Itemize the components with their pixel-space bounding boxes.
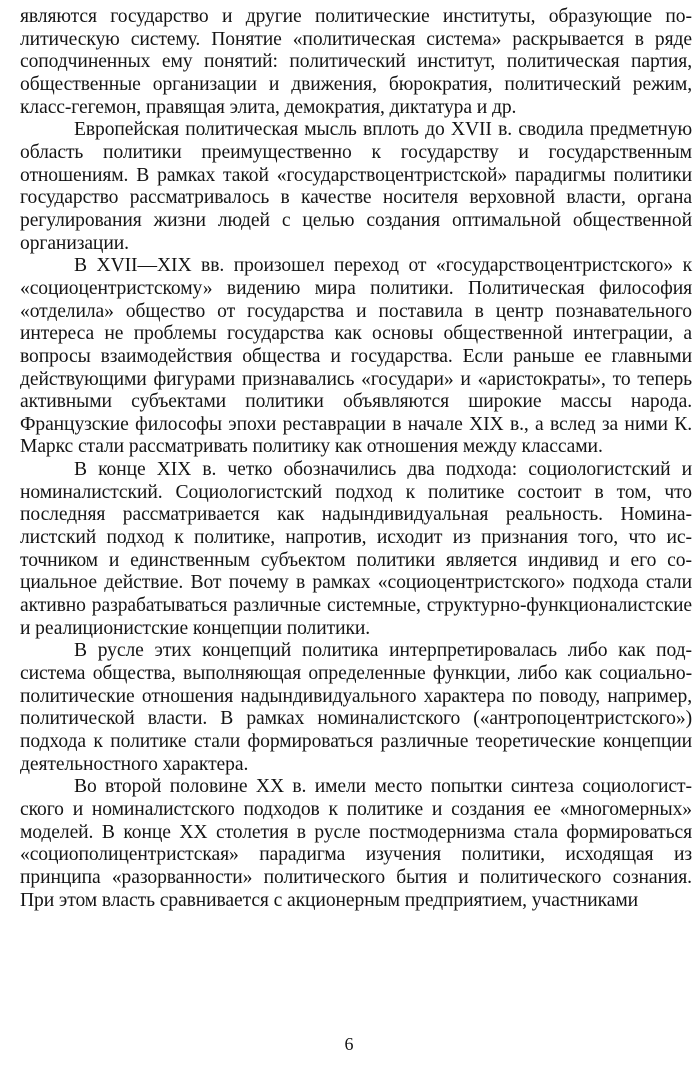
- paragraph-3: В XVII—XIX вв. произошел переход от «государствоцентристского» к «социоцентристскому» видению мира политики. Политическая философия «отделила» общество от государства и поставила в центр познавательного интереса не проблемы государства как основы общественной интеграции, а вопросы взаимодействия общества и государства. Если раньше ее главными действующими фигурами признавались «государи» и «аристократы», то теперь активными субъектами политики объявляются широкие массы народа. Французские философы эпохи реставрации в начале XIX в., а вслед за ними К. Маркс стали рассматривать политику как отношения между классами.: [20, 255, 692, 458]
- paragraph-6: Во второй половине XX в. имели место попытки синтеза социологистского и номиналистского подходов к политике и создания ее «многомерных» моделей. В конце XX столетия в русле постмодернизма стала формироваться «социополицентристская» парадигма изучения политики, исходящая из принципа «разорванности» политического бытия и политического сознания. При этом власть сравнивается с акционерным предприятием, участниками: [20, 776, 692, 911]
- page-number: 6: [344, 1034, 354, 1054]
- paragraph-4: В конце XIX в. четко обозначились два подхода: социологистский и номиналистский. Социологистский подход к политике состоит в том, что последняя рассматривается как надындивидуальная реальность. Номиналистский подход к политике, напротив, исходит из признания того, что источником и единственным субъектом политики является индивид и его социальное действие. Вот почему в рамках «социоцентристского» подхода стали активно разрабатываться различные системные, структурно-функционалистские и реалиционистские концепции политики.: [20, 459, 692, 639]
- page-body: [20, 6, 692, 912]
- paragraph-2: Европейская политическая мысль вплоть до XVII в. сводила предметную область политики преимущественно к государству и государственным отношениям. В рамках такой «государствоцентристской» парадигмы политики государство рассматривалось в качестве носителя верховной власти, органа регулирования жизни людей с целью создания оптимальной общественной организации.: [20, 119, 692, 254]
- paragraph-1: являются государство и другие политические институты, образующие политическую систему. Понятие «политическая система» раскрывается в ряде соподчиненных ему понятий: политический институт, политическая партия, общественные организации и движения, бюрократия, политический режим, класс-гегемон, правящая элита, демократия, диктатура и др.: [20, 6, 692, 118]
- paragraph-5: В русле этих концепций политика интерпретировалась либо как подсистема общества, выполняющая определенные функции, либо как социально-политические отношения надындивидуального характера по поводу, например, политической власти. В рамках номиналистского («антропоцентристского») подхода к политике стали формироваться различные теоретические концепции деятельностного характера.: [20, 640, 692, 775]
